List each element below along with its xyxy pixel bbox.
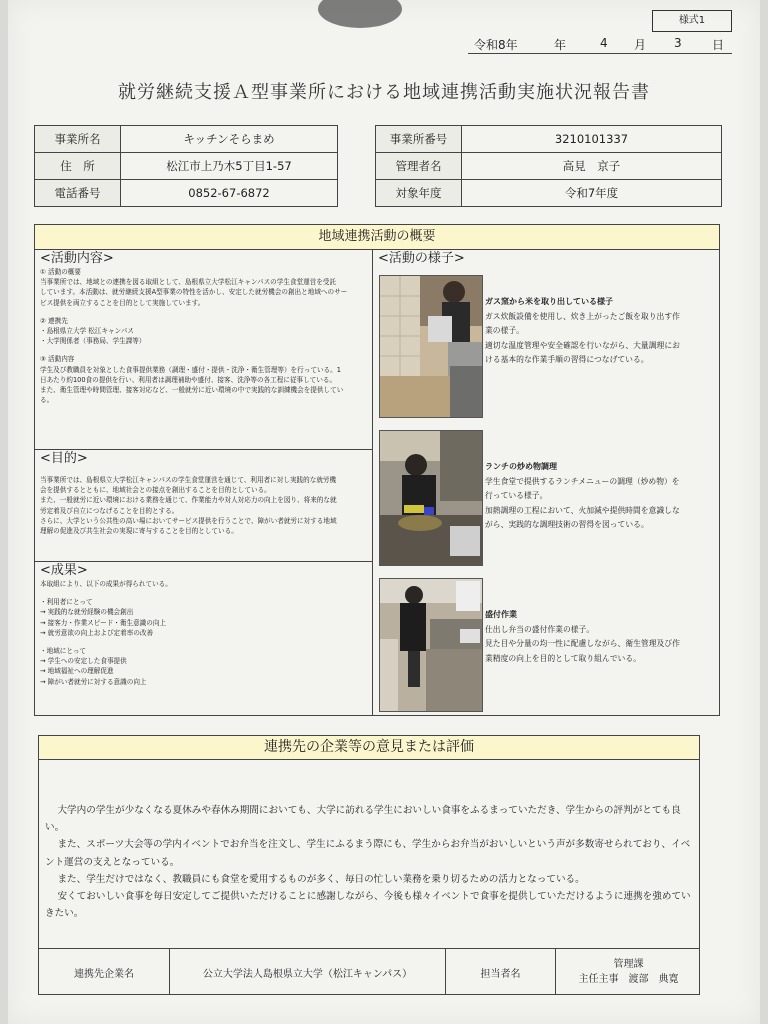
scene-line: 仕出し弁当の盛付作業の様子。 bbox=[485, 624, 595, 634]
facility-info-table bbox=[34, 125, 338, 207]
text-line: → 実践的な就労経験の機会創出 bbox=[40, 608, 134, 617]
info-value: 3210101337 bbox=[462, 126, 722, 153]
blank-line bbox=[40, 308, 368, 316]
photo-stir-fry bbox=[379, 430, 483, 566]
scene-line: 業精度の向上を目的として取り組んでいる。 bbox=[485, 653, 641, 663]
text-line: 学生及び教職員を対象とした食事提供業務（調理・盛付・提供・洗浄・衛生管理等）を行っている。1 bbox=[40, 365, 341, 374]
text-line: ② 連携先 bbox=[40, 316, 68, 325]
partner-name: 公立大学法人島根県立大学（松江キャンパス） bbox=[169, 949, 445, 995]
results-section bbox=[35, 562, 373, 717]
info-label: 事業所番号 bbox=[376, 126, 462, 153]
info-row-address bbox=[35, 153, 338, 180]
blank-line bbox=[40, 589, 368, 597]
info-value: 0852-67-6872 bbox=[121, 180, 338, 207]
text-line: 理解の促進及び共生社会の実現に寄与することを目的としている。 bbox=[40, 527, 238, 536]
info-label: 対象年度 bbox=[376, 180, 462, 207]
review-paragraph: また、スポーツ大会等の学内イベントでお弁当を注文し、学生にふるまう際にも、学生からお弁当がおいしいという声が多数寄せられており、イベント運営の支えとなっている。 bbox=[45, 839, 691, 868]
text-line: 当事業所では、地域との連携を図る取組として、島根県立大学松江キャンパスの学生食堂運営を受託 bbox=[40, 278, 337, 287]
info-value: 松江市上乃木5丁目1-57 bbox=[121, 153, 338, 180]
report-date bbox=[468, 34, 732, 54]
results-text bbox=[35, 579, 373, 687]
text-line: 日あたり約100食の提供を行い、利用者は調理補助や盛付、接客、洗浄等の各工程に従事している。 bbox=[40, 375, 337, 384]
info-value: キッチンそらまめ bbox=[121, 126, 338, 153]
overview-heading: 地域連携活動の概要 bbox=[35, 225, 719, 250]
info-row-name bbox=[35, 126, 338, 153]
scene-line: 行っている様子。 bbox=[485, 491, 548, 500]
text-line: ① 活動の概要 bbox=[40, 268, 81, 276]
date-era-year: 令和8年 bbox=[474, 38, 518, 52]
scene-line: 適切な温度管理や安全確認を行いながら、大量調理にお bbox=[485, 340, 680, 350]
text-line: → 接客力・作業スピード・衛生意識の向上 bbox=[40, 618, 167, 627]
review-footer bbox=[39, 948, 699, 994]
person-name: 主任主事 渡部 典寛 bbox=[578, 974, 679, 985]
review-body bbox=[39, 760, 699, 949]
scene-title-2: ランチの炒め物調理 bbox=[485, 462, 557, 471]
activity-overview bbox=[34, 224, 720, 716]
date-year-suffix: 年 bbox=[554, 38, 567, 52]
date-day-suffix: 日 bbox=[712, 38, 725, 52]
info-row-number bbox=[376, 126, 722, 153]
review-paragraph: 大学内の学生が少なくなる夏休みや春休み期間においても、大学に訪れる学生においしい食事をふるまっていただき、学生からの評判がとても良い。 bbox=[45, 805, 681, 834]
text-line: ・大学関係者（事務局、学生課等） bbox=[40, 337, 146, 346]
date-month-suffix: 月 bbox=[634, 38, 647, 52]
info-value: 高見 京子 bbox=[462, 153, 722, 180]
partner-review bbox=[38, 735, 700, 995]
scene-line: 加熱調理の工程において、火加減や提供時間を意識しな bbox=[485, 505, 680, 515]
text-line: → 障がい者就労に対する意識の向上 bbox=[40, 677, 147, 686]
form-number-tag: 様式1 bbox=[652, 10, 732, 32]
text-line: ・利用者にとって bbox=[40, 598, 93, 607]
text-line: また、一般就労に近い環境における業務を通じて、作業能力や対人対応力の向上を図り、将来的な就 bbox=[40, 496, 337, 505]
info-value: 令和7年度 bbox=[462, 180, 722, 207]
text-line: 会を提供するとともに、地域社会との接点を創出することを目的としている。 bbox=[40, 486, 271, 495]
info-row-fiscal-year bbox=[376, 180, 722, 207]
scene-line: がら、実践的な調理技術の習得を図っている。 bbox=[485, 520, 649, 529]
person-dept: 管理課 bbox=[613, 959, 644, 970]
text-line: しています。本活動は、就労継続支援A型事業の特性を活かし、安定した就労機会の創出と地域へのサー bbox=[40, 288, 348, 297]
scene-line: ける基本的な作業手順の習得につなげている。 bbox=[485, 355, 649, 364]
scene-line: ガス炊飯設備を使用し、炊き上がったご飯を取り出す作 bbox=[485, 311, 680, 321]
review-paragraph: また、学生だけではなく、教職員にも食堂を愛用するものが多く、毎日の忙しい業務を乗り切るための活力となっている。 bbox=[57, 873, 585, 885]
info-row-phone bbox=[35, 180, 338, 207]
text-line: 労定着及び自立につなげることを目的とする。 bbox=[40, 506, 179, 515]
text-line: ・島根県立大学 松江キャンパス bbox=[40, 327, 134, 336]
date-month: 4 bbox=[600, 36, 608, 50]
purpose-section bbox=[35, 450, 373, 562]
person-cell bbox=[555, 949, 701, 995]
scene-heading: <活動の様子> bbox=[378, 251, 465, 266]
text-line: ③ 活動内容 bbox=[40, 355, 75, 364]
activity-section bbox=[35, 250, 373, 450]
overview-left-column bbox=[35, 250, 373, 715]
person-label: 担当者名 bbox=[445, 949, 555, 995]
info-label: 電話番号 bbox=[35, 180, 121, 207]
blank-line bbox=[40, 638, 368, 646]
text-line: ビス提供を両立することを目的として実施しています。 bbox=[40, 298, 205, 307]
scene-title-1: ガス窯から米を取り出している様子 bbox=[485, 297, 613, 306]
review-heading: 連携先の企業等の意見または評価 bbox=[39, 736, 699, 760]
text-line: また、衛生管理や時間管理、接客対応など、一般就労に近い環境の中で実践的な訓練機会を提供してい bbox=[40, 386, 344, 395]
info-label: 事業所名 bbox=[35, 126, 121, 153]
results-heading: <成果> bbox=[40, 563, 88, 578]
info-row-manager bbox=[376, 153, 722, 180]
text-line: → 就労意欲の向上および定着率の改善 bbox=[40, 628, 154, 637]
partner-label: 連携先企業名 bbox=[74, 968, 134, 980]
info-label: 住 所 bbox=[35, 153, 121, 180]
scene-line: 業の様子。 bbox=[485, 326, 524, 335]
scene-line: 見た目や分量の均一性に配慮しながら、衛生管理及び作 bbox=[485, 639, 680, 648]
overview-right-column bbox=[373, 250, 719, 715]
info-label: 管理者名 bbox=[376, 153, 462, 180]
scene-title-3: 盛付作業 bbox=[485, 610, 517, 619]
text-line: ・地域にとって bbox=[40, 647, 87, 656]
document-title: 就労継続支援Ａ型事業所における地域連携活動実施状況報告書 bbox=[118, 82, 650, 103]
date-day: 3 bbox=[674, 36, 682, 50]
photo-rice-cooker bbox=[379, 275, 483, 418]
facility-id-table bbox=[375, 125, 722, 207]
purpose-heading: <目的> bbox=[40, 451, 88, 466]
text-line: さらに、大学という公共性の高い場においてサービス提供を行うことで、障がい者就労に対する地域 bbox=[40, 516, 337, 525]
scene-caption-3 bbox=[485, 608, 715, 666]
purpose-text bbox=[35, 467, 373, 536]
review-paragraph: 安くておいしい食事を毎日安定してご提供いただけることに感謝しながら、今後も様々イベントで食事を提供していただけるように連携を強めていきたい。 bbox=[45, 891, 691, 920]
text-line: 当事業所では、島根県立大学松江キャンパスの学生食堂運営を通じて、利用者に対し実践的な就労機 bbox=[40, 476, 337, 484]
text-line: → 地域福祉への理解促進 bbox=[40, 667, 114, 676]
activity-text bbox=[35, 267, 373, 405]
scene-caption-1 bbox=[485, 295, 715, 368]
blank-line bbox=[40, 346, 368, 354]
text-line: → 学生への安定した食事提供 bbox=[40, 657, 127, 666]
scene-caption-2 bbox=[485, 460, 715, 533]
activity-heading: <活動内容> bbox=[40, 251, 114, 266]
scene-line: 学生食堂で提供するランチメニューの調理（炒め物）を bbox=[485, 476, 680, 486]
text-line: る。 bbox=[40, 396, 54, 405]
text-line: 本取組により、以下の成果が得られている。 bbox=[40, 580, 172, 588]
photo-plating bbox=[379, 578, 483, 712]
